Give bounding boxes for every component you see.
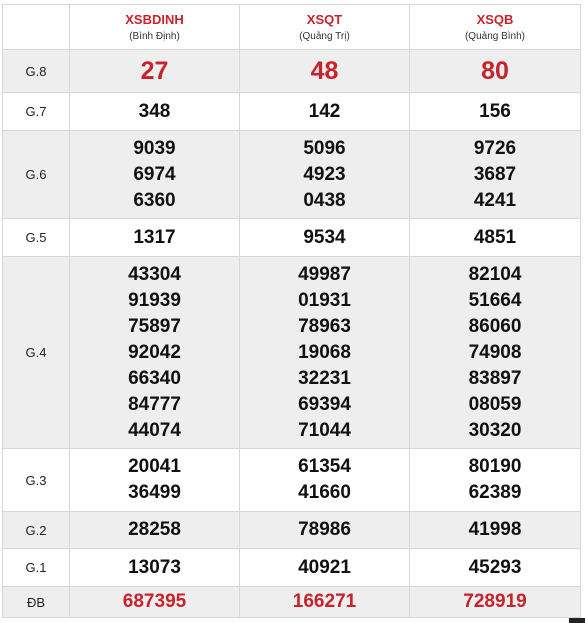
prize-number: 13073 xyxy=(128,556,181,578)
prize-number: 32231 xyxy=(298,367,351,389)
prize-cell xyxy=(70,219,240,257)
prize-number: 08059 xyxy=(468,393,522,415)
prize-number: 3687 xyxy=(473,163,517,185)
prize-cell xyxy=(410,512,581,549)
prize-number: 5096 xyxy=(303,137,346,159)
prize-cell xyxy=(410,257,581,449)
prize-cell xyxy=(70,131,240,219)
prize-cell xyxy=(70,50,240,93)
prize-label: G.5 xyxy=(3,219,70,257)
prize-number: 19068 xyxy=(298,341,351,363)
prize-cell xyxy=(240,587,410,618)
prize-row xyxy=(3,549,581,587)
prize-number: 86060 xyxy=(468,315,522,337)
prize-number: 20041 xyxy=(128,456,181,477)
prize-label: G.1 xyxy=(3,549,70,587)
prize-number: 49987 xyxy=(298,263,351,285)
prize-cell xyxy=(240,449,410,512)
province-header xyxy=(240,5,410,50)
prize-number: 74908 xyxy=(468,341,522,363)
prize-label: G.3 xyxy=(3,449,70,512)
prize-cell xyxy=(240,219,410,257)
prize-number: 28258 xyxy=(128,519,181,540)
prize-cell xyxy=(70,93,240,131)
prize-cell xyxy=(410,587,581,618)
prize-number: 4851 xyxy=(473,226,517,248)
prize-cell xyxy=(410,219,581,257)
prize-number: 61354 xyxy=(298,456,351,477)
prize-number: 48 xyxy=(310,57,339,85)
prize-cell xyxy=(240,512,410,549)
prize-number: 142 xyxy=(308,100,341,122)
prize-number: 6360 xyxy=(133,189,176,211)
prize-cell xyxy=(70,257,240,449)
prize-row xyxy=(3,93,581,131)
prize-number: 45293 xyxy=(468,556,522,578)
prize-number: 687395 xyxy=(122,591,187,612)
prize-cell xyxy=(240,549,410,587)
header-row xyxy=(3,5,581,50)
prize-number: 82104 xyxy=(468,263,522,285)
prize-row xyxy=(3,512,581,549)
prize-number: 44074 xyxy=(128,419,181,441)
prize-number: 78986 xyxy=(298,519,351,540)
province-code-link[interactable]: XSBDINH xyxy=(125,11,184,27)
prize-number: 51664 xyxy=(468,289,522,311)
prize-number: 80190 xyxy=(468,456,522,477)
prize-number: 166271 xyxy=(292,591,357,612)
prize-number: 4241 xyxy=(473,189,517,211)
prize-number: 1317 xyxy=(133,226,176,248)
prize-number: 84777 xyxy=(128,393,181,415)
results-body xyxy=(3,50,581,618)
header-corner-cell xyxy=(3,5,70,50)
prize-label: G.7 xyxy=(3,93,70,131)
province-header xyxy=(70,5,240,50)
lottery-results-table xyxy=(2,4,581,618)
prize-number: 41660 xyxy=(298,482,351,503)
prize-number: 9534 xyxy=(303,226,346,248)
province-code-link[interactable]: XSQB xyxy=(476,11,514,27)
prize-cell xyxy=(70,549,240,587)
prize-label: ĐB xyxy=(3,587,70,618)
province-name: (Bình Định) xyxy=(129,30,180,42)
prize-number: 728919 xyxy=(463,591,527,612)
prize-cell xyxy=(240,257,410,449)
prize-cell xyxy=(410,131,581,219)
prize-row xyxy=(3,131,581,219)
prize-number: 41998 xyxy=(468,519,522,540)
province-name: (Quảng Bình) xyxy=(464,30,526,42)
prize-number: 40921 xyxy=(298,556,351,578)
prize-cell xyxy=(70,512,240,549)
prize-number: 69394 xyxy=(298,393,351,415)
prize-row xyxy=(3,257,581,449)
page-edge-marker xyxy=(569,618,585,623)
province-header xyxy=(410,5,581,50)
prize-number: 75897 xyxy=(128,315,181,337)
prize-label: G.6 xyxy=(3,131,70,219)
prize-cell xyxy=(410,93,581,131)
prize-number: 6974 xyxy=(133,163,176,185)
province-name: (Quảng Trị) xyxy=(299,30,350,42)
prize-cell xyxy=(410,549,581,587)
prize-number: 9726 xyxy=(473,137,517,159)
prize-row xyxy=(3,449,581,512)
prize-number: 66340 xyxy=(128,367,181,389)
prize-cell xyxy=(240,50,410,93)
prize-cell xyxy=(410,449,581,512)
prize-number: 91939 xyxy=(128,289,181,311)
prize-number: 4923 xyxy=(303,163,346,185)
prize-cell xyxy=(240,131,410,219)
prize-row xyxy=(3,219,581,257)
prize-cell xyxy=(240,93,410,131)
prize-number: 156 xyxy=(479,100,511,122)
prize-number: 01931 xyxy=(298,289,351,311)
prize-number: 30320 xyxy=(468,419,522,441)
prize-number: 83897 xyxy=(468,367,522,389)
prize-label: G.2 xyxy=(3,512,70,549)
prize-number: 78963 xyxy=(298,315,351,337)
prize-cell xyxy=(410,50,581,93)
prize-number: 36499 xyxy=(128,482,181,503)
prize-cell xyxy=(70,449,240,512)
prize-number: 27 xyxy=(140,57,169,85)
prize-number: 0438 xyxy=(303,189,346,211)
prize-number: 92042 xyxy=(128,341,181,363)
prize-label: G.8 xyxy=(3,50,70,93)
prize-number: 348 xyxy=(138,100,171,122)
prize-number: 9039 xyxy=(133,137,176,159)
prize-row xyxy=(3,50,581,93)
prize-number: 71044 xyxy=(298,419,351,441)
prize-number: 62389 xyxy=(468,482,522,503)
prize-number: 43304 xyxy=(128,263,181,285)
prize-label: G.4 xyxy=(3,257,70,449)
prize-row xyxy=(3,587,581,618)
province-code-link[interactable]: XSQT xyxy=(306,11,343,27)
prize-number: 80 xyxy=(481,57,509,85)
prize-cell xyxy=(70,587,240,618)
